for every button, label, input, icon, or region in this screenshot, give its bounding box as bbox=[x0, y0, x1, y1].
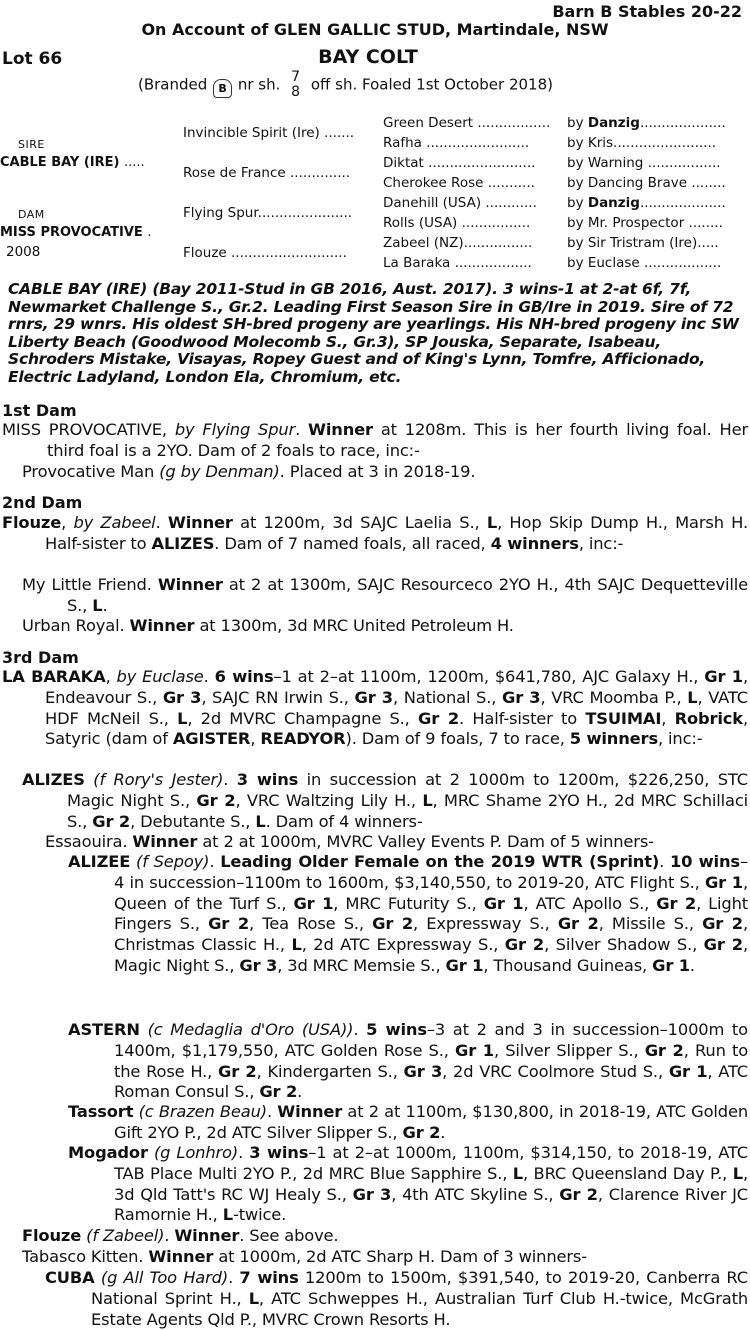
mogador-entry: Mogador (g Lonhro). 3 wins–1 at 2–at 1000m, 1100m, $314,150, to 2018-19, ATC TAB Place Multi 2YO P., 2d MRC Blue Sapphire S., L, BRC Queensland Day P., L, 3d Qld Tatt's RC WJ Healy S., Gr 3, 4th ATC Skyline S., Gr 2, Clarence River JC Ramornie H., L-twice. bbox=[68, 1143, 749, 1225]
sire-sire: Invincible Spirit (Ire) ....... bbox=[183, 125, 355, 141]
ped-row-8-by: by Euclase .................. bbox=[567, 255, 722, 271]
ped-row-7-by: by Sir Tristram (Ire)..... bbox=[567, 235, 719, 251]
second-dam-entry: Flouze, by Zabeel. Winner at 1200m, 3d SAJC Laelia S., L, Hop Skip Dump H., Marsh H. Half-sister to ALIZES. Dam of 7 named foals, all raced, 4 winners, inc:- bbox=[2, 513, 749, 553]
third-dam-entry: LA BARAKA, by Euclase. 6 wins–1 at 2–at 1100m, 1200m, $641,780, AJC Galaxy H., Gr 1, Endeavour S., Gr 3, SAJC RN Irwin S., Gr 3, National S., Gr 3, VRC Moomba P., L, VATC HDF McNeil S., L, 2d MVRC Champagne S., Gr 2. Half-sister to TSUIMAI, Robrick, Satyric (dam of AGISTER, READYOR). Dam of 9 foals, 7 to race, 5 winners, inc:- bbox=[2, 667, 749, 749]
dam-name: MISS PROVOCATIVE . bbox=[0, 225, 152, 240]
ped-row-3: Diktat ......................... bbox=[383, 155, 536, 171]
sire-label: SIRE bbox=[18, 138, 45, 151]
section-third-dam: 3rd Dam bbox=[2, 648, 79, 667]
brand-fraction: 7 8 bbox=[291, 69, 301, 100]
ped-row-4: Cherokee Rose ........... bbox=[383, 175, 535, 191]
astern-entry: ASTERN (c Medaglia d'Oro (USA)). 5 wins–3 at 2 and 3 in succession–1000m to 1400m, $1,179,550, ATC Golden Rose S., Gr 1, Silver Slipper S., Gr 2, Run to the Rose H., Gr 2, Kindergarten S., Gr 3, 2d VRC Coolmore Stud S., Gr 1, ATC Roman Consul S., Gr 2. bbox=[68, 1020, 749, 1102]
alizee-entry: ALIZEE (f Sepoy). Leading Older Female on the 2019 WTR (Sprint). 10 wins–4 in succession–1100m to 1600m, $3,140,550, to 2019-20, ATC Flight S., Gr 1, Queen of the Turf S., Gr 1, MRC Futurity S., Gr 1, ATC Apollo S., Gr 2, Light Fingers S., Gr 2, Tea Rose S., Gr 2, Expressway S., Gr 2, Missile S., Gr 2, Christmas Classic H., L, 2d ATC Expressway S., Gr 2, Silver Shadow S., Gr 2, Magic Night S., Gr 3, 3d MRC Memsie S., Gr 1, Thousand Guineas, Gr 1. bbox=[68, 852, 749, 975]
first-dam-entry: MISS PROVOCATIVE, by Flying Spur. Winner at 1208m. This is her fourth living foal. Her third foal is a 2YO. Dam of 2 foals to race, inc:- bbox=[2, 420, 749, 460]
brand-mark-icon: B bbox=[213, 79, 232, 98]
second-dam-foal-2: Urban Royal. Winner at 1300m, 3d MRC United Petroleum H. bbox=[22, 616, 514, 635]
dam-dam: Flouze ........................... bbox=[183, 245, 347, 261]
ped-row-6: Rolls (USA) ................ bbox=[383, 215, 531, 231]
ped-row-5: Danehill (USA) ............ bbox=[383, 195, 537, 211]
ped-row-3-by: by Warning ................. bbox=[567, 155, 721, 171]
ped-row-1-by: by Danzig.................... bbox=[567, 115, 726, 131]
essaouira-entry: Essaouira. Winner at 2 at 1000m, MVRC Valley Events P. Dam of 5 winners- bbox=[45, 832, 654, 851]
flouze-entry: Flouze (f Zabeel). Winner. See above. bbox=[22, 1226, 339, 1245]
brand-line: (Branded B nr sh. 7 8 off sh. Foaled 1st October 2018) bbox=[138, 69, 553, 100]
section-second-dam: 2nd Dam bbox=[2, 493, 83, 512]
ped-row-6-by: by Mr. Prospector ........ bbox=[567, 215, 723, 231]
tabasco-kitten-entry: Tabasco Kitten. Winner at 1000m, 2d ATC Sharp H. Dam of 3 winners- bbox=[22, 1247, 587, 1266]
cuba-entry: CUBA (g All Too Hard). 7 wins 1200m to 1500m, $391,540, to 2019-20, Canberra RC National Sprint H., L, ATC Schweppes H., Australian Turf Club H.-twice, McGrath Estate Agents Qld P., MVRC Crown Resorts H. bbox=[45, 1268, 749, 1329]
ped-row-7: Zabeel (NZ)................ bbox=[383, 235, 533, 251]
second-dam-foal-1: My Little Friend. Winner at 2 at 1300m, SAJC Resourceco 2YO H., 4th SAJC Dequetteville S., L. bbox=[22, 575, 748, 615]
ped-row-2: Rafha ........................ bbox=[383, 135, 530, 151]
ped-row-4-by: by Dancing Brave ........ bbox=[567, 175, 726, 191]
barn-location: Barn B Stables 20-22 bbox=[552, 2, 742, 21]
section-first-dam: 1st Dam bbox=[2, 401, 77, 420]
sire-commentary: CABLE BAY (IRE) (Bay 2011-Stud in GB 2016, Aust. 2017). 3 wins-1 at 2-at 6f, 7f, Newmarket Challenge S., Gr.2. Leading First Season Sire in GB/Ire in 2019. Sire of 72 rnrs, 29 wnrs. His oldest SH-bred progeny are yearlings. His NH-bred progeny inc SW Liberty Beach (Goodwood Molecomb S., Gr.3), SP Jouska, Separate, Isabeau, Schroders Mistake, Visayas, Ropey Guest and of King's Lynn, Tomfre, Afficionado, Electric Ladyland, London Ela, Chromium, etc. bbox=[8, 280, 739, 386]
alizes-entry: ALIZES (f Rory's Jester). 3 wins in succession at 2 1000m to 1200m, $226,250, STC Magic Night S., Gr 2, VRC Waltzing Lily H., L, MRC Shame 2YO H., 2d MRC Schillaci S., Gr 2, Debutante S., L. Dam of 4 winners- bbox=[22, 770, 749, 831]
sire-dam: Rose de France .............. bbox=[183, 165, 351, 181]
ped-row-5-by: by Danzig.................... bbox=[567, 195, 726, 211]
dam-foaled-year: 2008 bbox=[6, 244, 41, 260]
ped-row-8: La Baraka .................. bbox=[383, 255, 532, 271]
ped-row-1: Green Desert ................. bbox=[383, 115, 551, 131]
first-dam-foal-1: Provocative Man (g by Denman). Placed at 3 in 2018-19. bbox=[22, 462, 476, 481]
tassort-entry: Tassort (c Brazen Beau). Winner at 2 at 1100m, $130,800, in 2018-19, ATC Golden Gift 2YO P., 2d ATC Silver Slipper S., Gr 2. bbox=[68, 1102, 748, 1142]
dam-sire: Flying Spur...................... bbox=[183, 205, 353, 221]
lot-number: Lot 66 bbox=[2, 49, 63, 69]
lot-title: BAY COLT bbox=[318, 46, 418, 68]
dam-label: DAM bbox=[18, 208, 45, 221]
ped-row-2-by: by Kris........................ bbox=[567, 135, 717, 151]
vendor-line: On Account of GLEN GALLIC STUD, Martindale, NSW bbox=[141, 20, 609, 39]
sire-name: CABLE BAY (IRE) ..... bbox=[0, 155, 145, 170]
